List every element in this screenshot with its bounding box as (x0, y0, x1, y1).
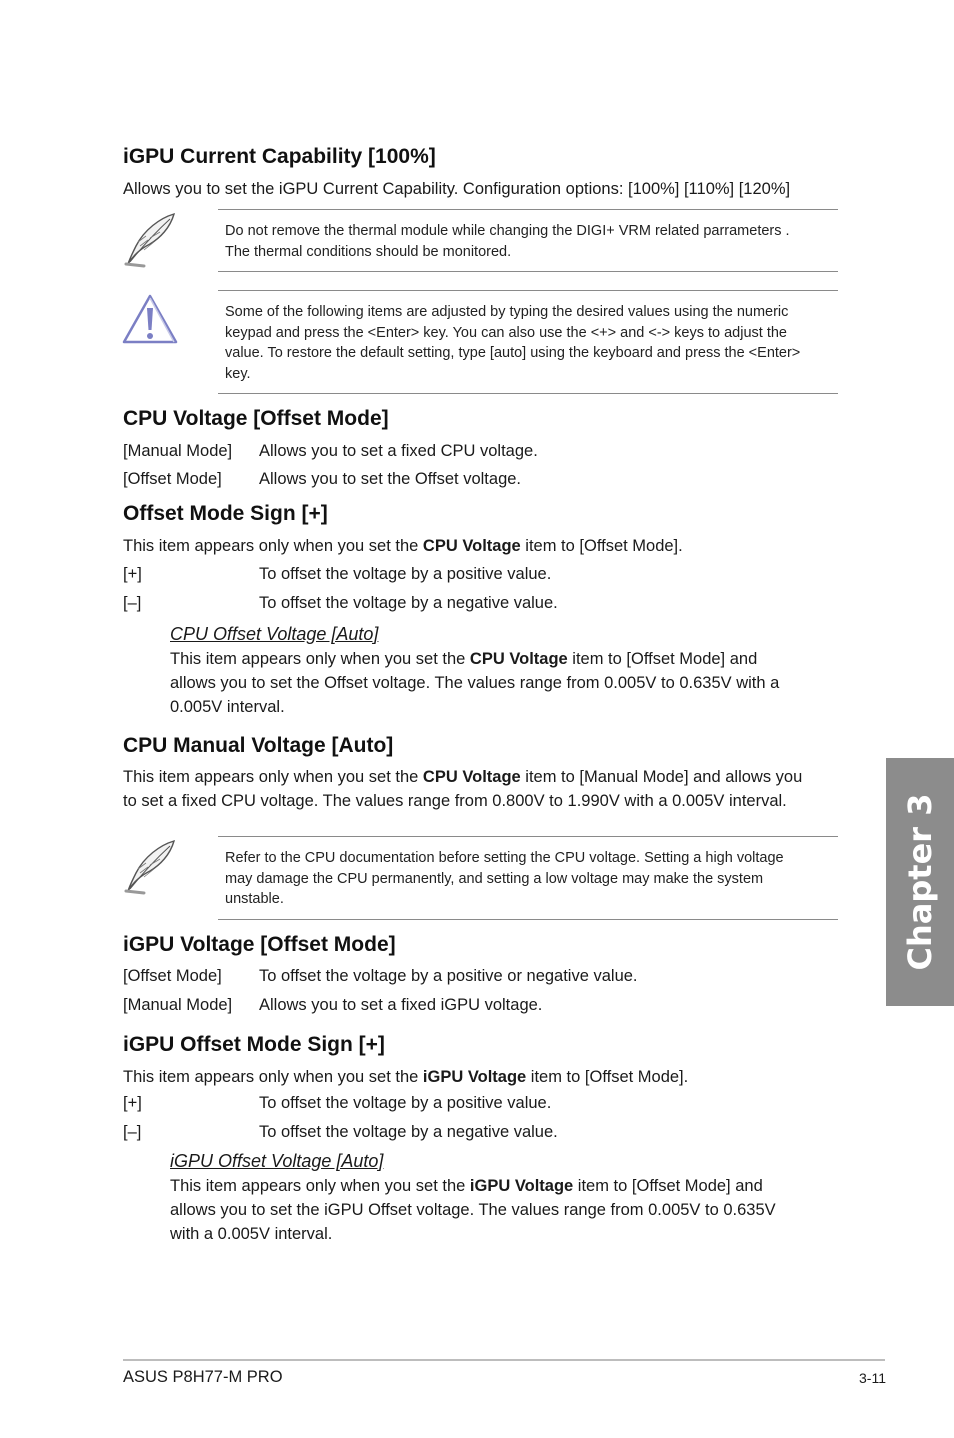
note-cpu-documentation (218, 836, 838, 920)
footer-page-number: 3-11 (859, 1370, 886, 1386)
note-line: Do not remove the thermal module while changing the DIGI+ VRM related parrameters . (225, 223, 790, 239)
cpu-offset-voltage-body: This item appears only when you set the CPU Voltage item to [Offset Mode] and allows you to set the Offset voltage. The values range from 0.005V to 0.635V with a 0.005V interval. (170, 650, 780, 716)
subheading-igpu-offset-voltage: iGPU Offset Voltage [Auto] (170, 1151, 384, 1171)
option-key: [+] (123, 1094, 142, 1112)
option-desc: Allows you to set the Offset voltage. (259, 470, 522, 488)
note-line: Some of the following items are adjusted by typing the desired values using the numeric (225, 304, 789, 320)
subheading-cpu-offset-voltage: CPU Offset Voltage [Auto] (170, 624, 379, 644)
heading-igpu-offset-mode-sign: iGPU Offset Mode Sign [+] (123, 1033, 385, 1056)
chapter-tab (886, 758, 954, 1006)
heading-cpu-voltage: CPU Voltage [Offset Mode] (123, 407, 389, 430)
option-desc: Allows you to set a fixed CPU voltage. (259, 442, 538, 460)
feather-pen-icon (120, 837, 180, 897)
option-key: [Manual Mode] (123, 442, 233, 460)
option-desc: To offset the voltage by a negative value. (259, 594, 558, 612)
option-key: [Offset Mode] (123, 967, 222, 985)
option-desc: To offset the voltage by a positive value. (259, 1094, 552, 1112)
note-line: key. (225, 365, 251, 382)
chapter-tab-label: Chapter 3 (901, 793, 939, 971)
note-numeric-keypad (218, 290, 838, 394)
igpu-current-body: Allows you to set the iGPU Current Capability. Configuration options: [100%] [110%] [120%] (123, 180, 791, 198)
igpu-offset-sign-intro: This item appears only when you set the iGPU Voltage item to [Offset Mode]. (123, 1068, 689, 1086)
footer-rule (123, 1359, 885, 1361)
igpu-offset-voltage-body: This item appears only when you set the iGPU Voltage item to [Offset Mode] and allows you to set the iGPU Offset voltage. The values range from 0.005V to 0.635V with a 0.005V interval. (170, 1177, 776, 1243)
option-key: [–] (123, 594, 142, 612)
heading-offset-mode-sign: Offset Mode Sign [+] (123, 502, 328, 525)
note-thermal-warning (218, 209, 838, 272)
heading-igpu-voltage: iGPU Voltage [Offset Mode] (123, 933, 396, 956)
note-line: may damage the CPU permanently, and setting a low voltage may make the system (225, 870, 764, 887)
option-desc: Allows you to set a fixed iGPU voltage. (259, 996, 543, 1014)
footer-product: ASUS P8H77-M PRO (123, 1368, 283, 1386)
heading-igpu-current-capability: iGPU Current Capability [100%] (123, 145, 436, 168)
option-key: [–] (123, 1123, 142, 1141)
note-line: Refer to the CPU documentation before setting the CPU voltage. Setting a high voltage (225, 850, 784, 866)
offset-sign-intro: This item appears only when you set the CPU Voltage item to [Offset Mode]. (123, 537, 683, 555)
feather-pen-icon (120, 210, 180, 270)
heading-cpu-manual-voltage: CPU Manual Voltage [Auto] (123, 734, 394, 757)
option-key: [Manual Mode] (123, 996, 233, 1014)
option-key: [+] (123, 565, 142, 583)
option-desc: To offset the voltage by a positive or negative value. (259, 967, 638, 985)
cpu-manual-body: This item appears only when you set the CPU Voltage item to [Manual Mode] and allows you to set a fixed CPU voltage. The values range from 0.800V to 1.990V with a 0.005V interval. (123, 768, 803, 810)
note-line: value. To restore the default setting, type [auto] using the keyboard and press the <Enter> (225, 345, 801, 361)
note-line: unstable. (225, 891, 284, 907)
note-line: The thermal conditions should be monitored. (225, 243, 512, 260)
warning-triangle-icon (120, 292, 180, 352)
note-line: keypad and press the <Enter> key. You can also use the <+> and <-> keys to adjust the (225, 324, 787, 341)
option-desc: To offset the voltage by a positive value. (259, 565, 552, 583)
option-key: [Offset Mode] (123, 470, 222, 488)
option-desc: To offset the voltage by a negative value. (259, 1123, 558, 1141)
